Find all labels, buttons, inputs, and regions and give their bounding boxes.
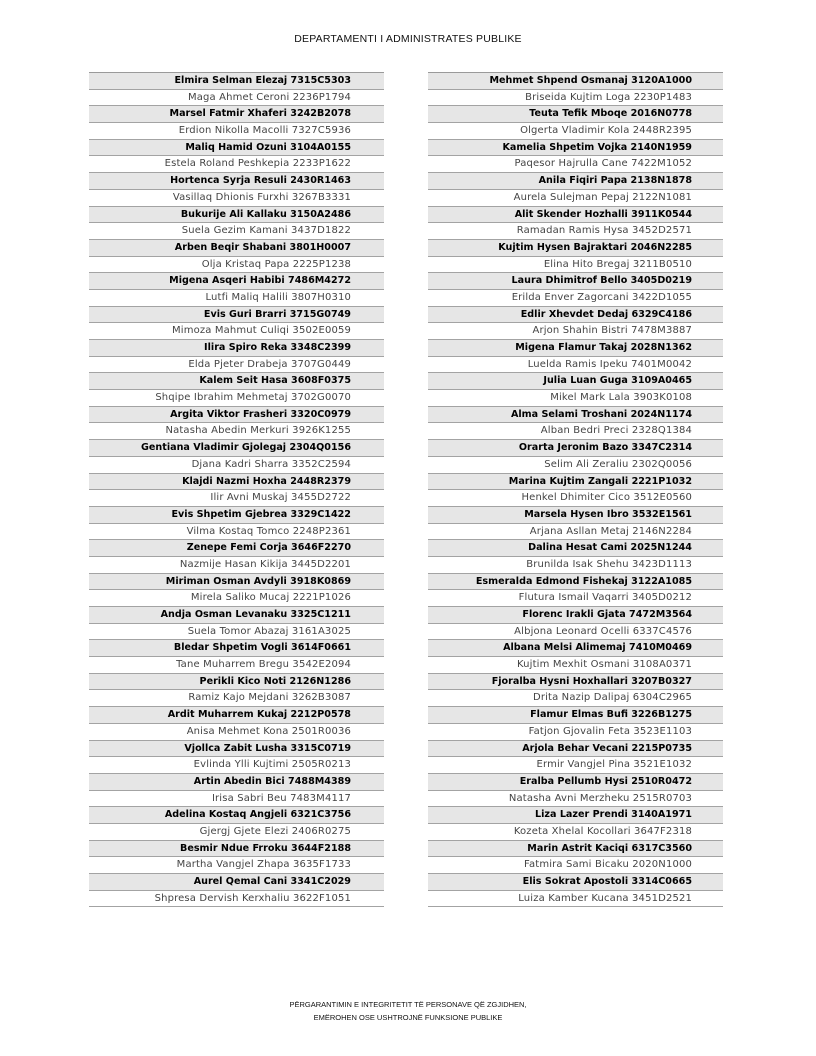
list-item: Andja Osman Levanaku 3325C1211: [89, 607, 384, 624]
list-item: Briseida Kujtim Loga 2230P1483: [428, 90, 723, 107]
list-item: Bukurije Ali Kallaku 3150A2486: [89, 207, 384, 224]
list-item: Arben Beqir Shabani 3801H0007: [89, 240, 384, 257]
list-item: Aurela Sulejman Pepaj 2122N1081: [428, 190, 723, 207]
list-item: Gentiana Vladimir Gjolegaj 2304Q0156: [89, 440, 384, 457]
list-item: Evis Guri Brarri 3715G0749: [89, 307, 384, 324]
list-item: Mehmet Shpend Osmanaj 3120A1000: [428, 73, 723, 90]
list-item: Luiza Kamber Kucana 3451D2521: [428, 891, 723, 908]
list-item: Alma Selami Troshani 2024N1174: [428, 407, 723, 424]
list-item: Flamur Elmas Bufi 3226B1275: [428, 707, 723, 724]
left-name-column: [89, 72, 384, 907]
list-item: Orarta Jeronim Bazo 3347C2314: [428, 440, 723, 457]
list-item: Teuta Tefik Mboqe 2016N0778: [428, 106, 723, 123]
right-name-column: [428, 72, 723, 907]
list-item: Dalina Hesat Cami 2025N1244: [428, 540, 723, 557]
list-item: Anisa Mehmet Kona 2501R0036: [89, 724, 384, 741]
list-item: Albana Melsi Alimemaj 7410M0469: [428, 640, 723, 657]
list-item: Mirela Saliko Mucaj 2221P1026: [89, 590, 384, 607]
list-item: Ardit Muharrem Kukaj 2212P0578: [89, 707, 384, 724]
list-item: Ilir Avni Muskaj 3455D2722: [89, 490, 384, 507]
list-item: Vilma Kostaq Tomco 2248P2361: [89, 524, 384, 541]
list-item: Ilira Spiro Reka 3348C2399: [89, 340, 384, 357]
list-item: Suela Gezim Kamani 3437D1822: [89, 223, 384, 240]
list-item: Shpresa Dervish Kerxhaliu 3622F1051: [89, 891, 384, 908]
list-item: Brunilda Isak Shehu 3423D1113: [428, 557, 723, 574]
list-item: Klajdi Nazmi Hoxha 2448R2379: [89, 474, 384, 491]
list-item: Kujtim Hysen Bajraktari 2046N2285: [428, 240, 723, 257]
list-item: Aurel Qemal Cani 3341C2029: [89, 874, 384, 891]
list-item: Alban Bedri Preci 2328Q1384: [428, 423, 723, 440]
list-item: Natasha Avni Merzheku 2515R0703: [428, 791, 723, 808]
list-item: Marsela Hysen Ibro 3532E1561: [428, 507, 723, 524]
list-item: Liza Lazer Prendi 3140A1971: [428, 807, 723, 824]
list-item: Migena Asqeri Habibi 7486M4272: [89, 273, 384, 290]
list-item: Elda Pjeter Drabeja 3707G0449: [89, 357, 384, 374]
list-item: Perikli Kico Noti 2126N1286: [89, 674, 384, 691]
list-item: Evlinda Ylli Kujtimi 2505R0213: [89, 757, 384, 774]
list-item: Irisa Sabri Beu 7483M4117: [89, 791, 384, 808]
list-item: Suela Tomor Abazaj 3161A3025: [89, 624, 384, 641]
list-item: Lutfi Maliq Halili 3807H0310: [89, 290, 384, 307]
list-item: Mikel Mark Lala 3903K0108: [428, 390, 723, 407]
list-item: Flutura Ismail Vaqarri 3405D0212: [428, 590, 723, 607]
list-item: Henkel Dhimiter Cico 3512E0560: [428, 490, 723, 507]
page-footer: [0, 998, 816, 1024]
list-item: Florenc Irakli Gjata 7472M3564: [428, 607, 723, 624]
footer-line-2: EMËROHEN OSE USHTROJNË FUNKSIONE PUBLIKE: [313, 1013, 503, 1022]
list-item: Laura Dhimitrof Bello 3405D0219: [428, 273, 723, 290]
list-item: Vjollca Zabit Lusha 3315C0719: [89, 741, 384, 758]
list-item: Ramadan Ramis Hysa 3452D2571: [428, 223, 723, 240]
list-item: Fatjon Gjovalin Feta 3523E1103: [428, 724, 723, 741]
list-item: Artin Abedin Bici 7488M4389: [89, 774, 384, 791]
list-item: Migena Flamur Takaj 2028N1362: [428, 340, 723, 357]
list-item: Erdion Nikolla Macolli 7327C5936: [89, 123, 384, 140]
list-item: Kalem Seit Hasa 3608F0375: [89, 373, 384, 390]
list-item: Arjon Shahin Bistri 7478M3887: [428, 323, 723, 340]
list-item: Bledar Shpetim Vogli 3614F0661: [89, 640, 384, 657]
list-item: Shqipe Ibrahim Mehmetaj 3702G0070: [89, 390, 384, 407]
page-title: DEPARTAMENTI I ADMINISTRATES PUBLIKE: [294, 33, 522, 45]
list-item: Kamelia Shpetim Vojka 2140N1959: [428, 140, 723, 157]
footer-line-1: PËRGARANTIMIN E INTEGRITETIT TË PERSONAVE QË ZGJIDHEN,: [289, 1000, 527, 1009]
list-item: Esmeralda Edmond Fishekaj 3122A1085: [428, 574, 723, 591]
list-item: Arjola Behar Vecani 2215P0735: [428, 741, 723, 758]
list-item: Eralba Pellumb Hysi 2510R0472: [428, 774, 723, 791]
list-item: Argita Viktor Frasheri 3320C0979: [89, 407, 384, 424]
list-item: Paqesor Hajrulla Cane 7422M1052: [428, 156, 723, 173]
list-item: Gjergj Gjete Elezi 2406R0275: [89, 824, 384, 841]
list-item: Vasillaq Dhionis Furxhi 3267B3331: [89, 190, 384, 207]
list-item: Fatmira Sami Bicaku 2020N1000: [428, 857, 723, 874]
list-item: Hortenca Syrja Resuli 2430R1463: [89, 173, 384, 190]
list-item: Mimoza Mahmut Culiqi 3502E0059: [89, 323, 384, 340]
list-item: Erilda Enver Zagorcani 3422D1055: [428, 290, 723, 307]
list-item: Julia Luan Guga 3109A0465: [428, 373, 723, 390]
list-item: Kujtim Mexhit Osmani 3108A0371: [428, 657, 723, 674]
list-item: Luelda Ramis Ipeku 7401M0042: [428, 357, 723, 374]
list-item: Martha Vangjel Zhapa 3635F1733: [89, 857, 384, 874]
list-item: Elis Sokrat Apostoli 3314C0665: [428, 874, 723, 891]
list-item: Besmir Ndue Frroku 3644F2188: [89, 841, 384, 858]
list-item: Fjoralba Hysni Hoxhallari 3207B0327: [428, 674, 723, 691]
list-item: Selim Ali Zeraliu 2302Q0056: [428, 457, 723, 474]
list-item: Arjana Asllan Metaj 2146N2284: [428, 524, 723, 541]
list-item: Anila Fiqiri Papa 2138N1878: [428, 173, 723, 190]
list-item: Olja Kristaq Papa 2225P1238: [89, 257, 384, 274]
list-item: Evis Shpetim Gjebrea 3329C1422: [89, 507, 384, 524]
list-item: Adelina Kostaq Angjeli 6321C3756: [89, 807, 384, 824]
list-item: Kozeta Xhelal Kocollari 3647F2318: [428, 824, 723, 841]
list-item: Marin Astrit Kaciqi 6317C3560: [428, 841, 723, 858]
list-item: Elmira Selman Elezaj 7315C5303: [89, 73, 384, 90]
list-item: Olgerta Vladimir Kola 2448R2395: [428, 123, 723, 140]
list-item: Tane Muharrem Bregu 3542E2094: [89, 657, 384, 674]
list-item: Elina Hito Bregaj 3211B0510: [428, 257, 723, 274]
list-item: Maliq Hamid Ozuni 3104A0155: [89, 140, 384, 157]
list-item: Maga Ahmet Ceroni 2236P1794: [89, 90, 384, 107]
list-item: Albjona Leonard Ocelli 6337C4576: [428, 624, 723, 641]
list-item: Ermir Vangjel Pina 3521E1032: [428, 757, 723, 774]
list-item: Edlir Xhevdet Dedaj 6329C4186: [428, 307, 723, 324]
list-item: Alit Skender Hozhalli 3911K0544: [428, 207, 723, 224]
list-item: Ramiz Kajo Mejdani 3262B3087: [89, 690, 384, 707]
list-item: Zenepe Femi Corja 3646F2270: [89, 540, 384, 557]
list-item: Marsel Fatmir Xhaferi 3242B2078: [89, 106, 384, 123]
list-item: Marina Kujtim Zangali 2221P1032: [428, 474, 723, 491]
list-item: Nazmije Hasan Kikija 3445D2201: [89, 557, 384, 574]
list-item: Drita Nazip Dalipaj 6304C2965: [428, 690, 723, 707]
list-item: Estela Roland Peshkepia 2233P1622: [89, 156, 384, 173]
list-item: Miriman Osman Avdyli 3918K0869: [89, 574, 384, 591]
list-item: Natasha Abedin Merkuri 3926K1255: [89, 423, 384, 440]
list-item: Djana Kadri Sharra 3352C2594: [89, 457, 384, 474]
